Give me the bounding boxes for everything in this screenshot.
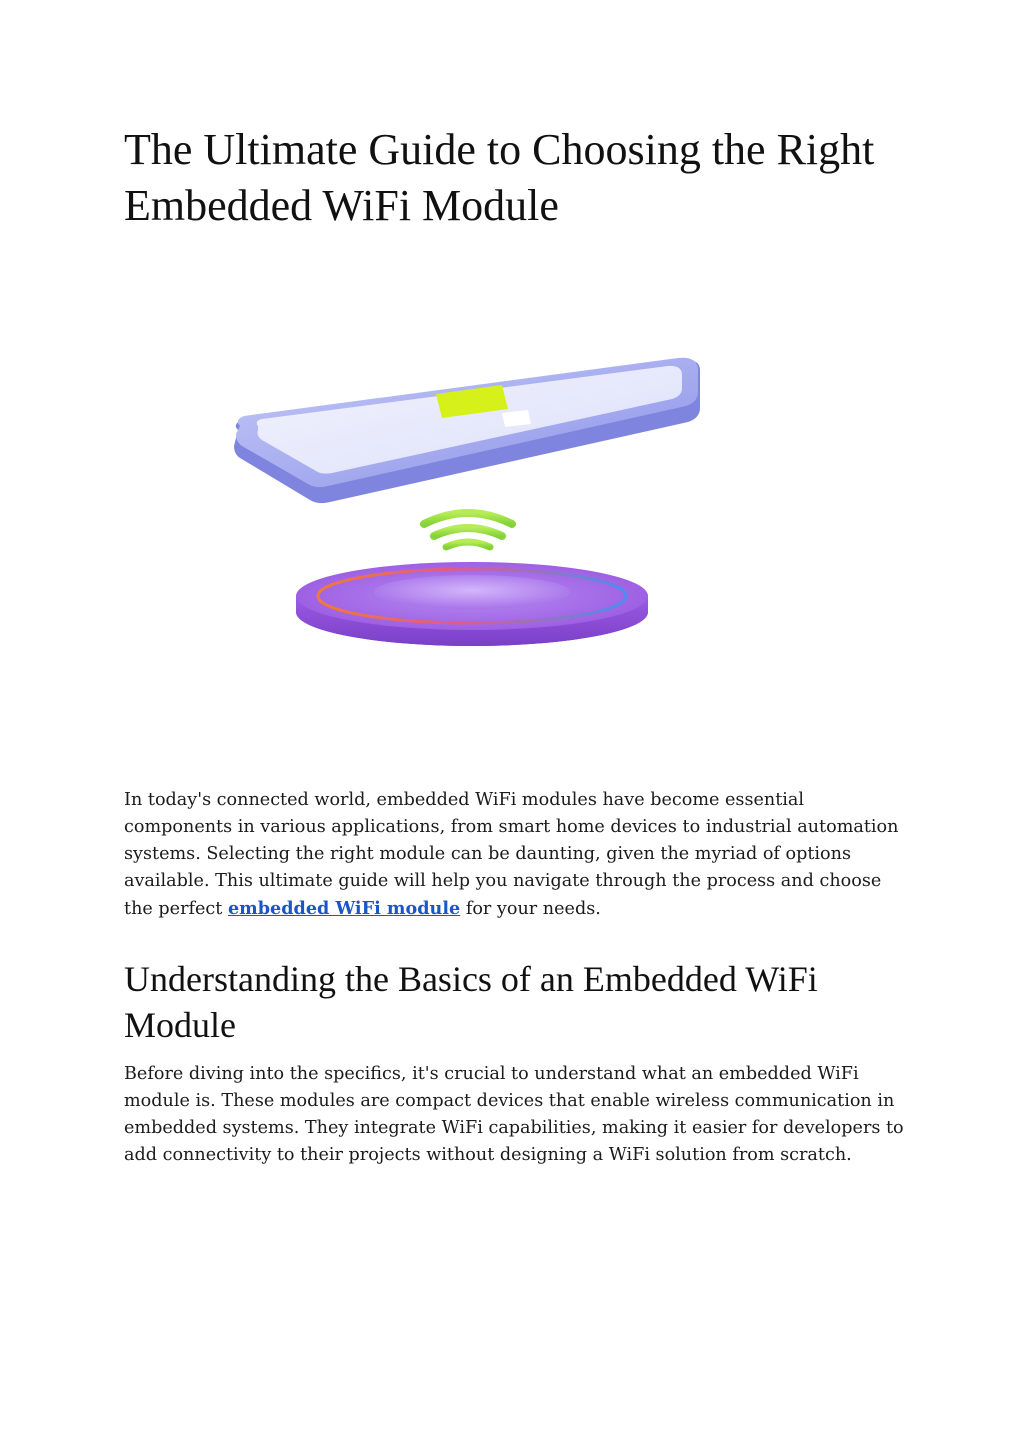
wireless-charging-illustration xyxy=(210,330,730,670)
phone-icon xyxy=(234,358,700,503)
embedded-wifi-module-link[interactable]: embedded WiFi module xyxy=(227,898,461,919)
intro-text-after-link: for your needs. xyxy=(460,899,601,919)
section-paragraph: Before diving into the specifics, it's crucial to understand what an embedded WiFi module is. These modules are compact devices that enable wireless communication in embedded systems. They integrate WiFi capabilities, making it easier for developers to add connectivity to their projects without designing a WiFi solution from scratch. xyxy=(124,1064,904,1165)
hero-svg xyxy=(210,330,730,670)
intro-text-before-link: In today's connected world, embedded WiFi modules have become essential components in various applications, from smart home devices to industrial automation systems. Selecting the right module can be daunting, given the myriad of options available. This ultimate guide will help you navigate through the process and choose the perfect xyxy=(124,790,899,919)
section-heading: Understanding the Basics of an Embedded WiFi Module xyxy=(124,959,818,1045)
page-title: The Ultimate Guide to Choosing the Right Embedded WiFi Module xyxy=(124,125,875,230)
charging-pad-icon xyxy=(296,562,648,646)
intro-paragraph xyxy=(124,787,904,923)
wifi-icon xyxy=(424,513,512,547)
screen-white-block xyxy=(502,410,531,427)
